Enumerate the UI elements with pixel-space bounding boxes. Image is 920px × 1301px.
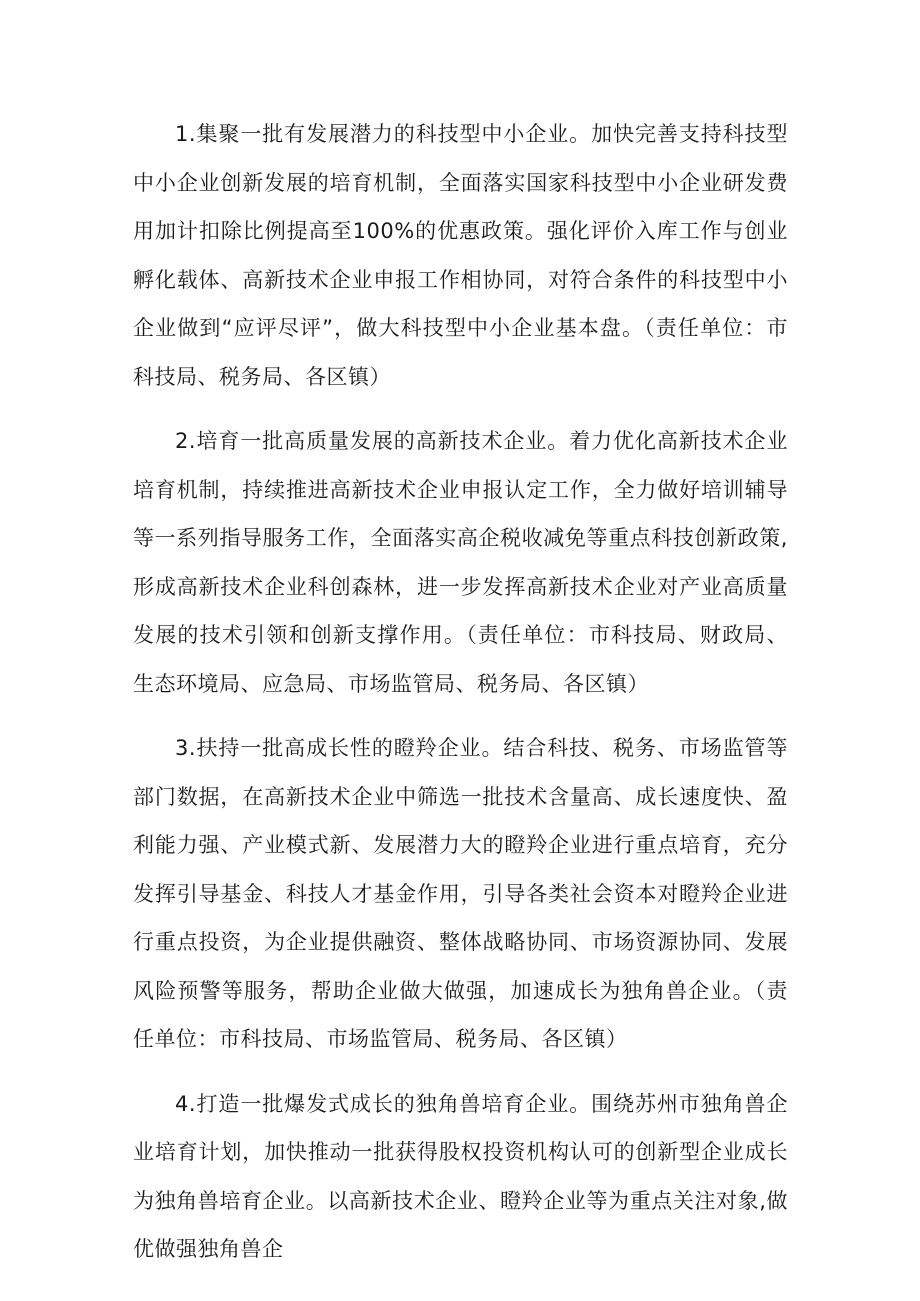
paragraph-4-text: .打造一批爆发式成长的独角兽培育企业。围绕苏州市独角兽企业培育计划，加快推动一批获得股权投资机构认可的创新型企业成长为独角兽培育企业。以高新技术企业、瞪羚企业等为重点关注对象,做优做强独角兽企 <box>133 1091 788 1261</box>
document-body <box>133 110 788 1290</box>
paragraph-1-text: .集聚一批有发展潜力的科技型中小企业。加快完善支持科技型中小企业创新发展的培育机制，全面落实国家科技型中小企业研发费用加计扣除比例提高至100%的优惠政策。强化评价入库工作与创业孵化载体、高新技术企业申报工作相协同，对符合条件的科技型中小企业做到“应评尽评”，做大科技型中小企业基本盘。（责任单位：市科技局、税务局、各区镇） <box>133 122 788 389</box>
paragraph-2-text: .培育一批高质量发展的高新技术企业。着力优化高新技术企业培育机制，持续推进高新技术企业申报认定工作，全力做好培训辅导等一系列指导服务工作，全面落实高企税收减免等重点科技创新政策,形成高新技术企业科创森林，进一步发挥高新技术企业对产业高质量发展的技术引领和创新支撑作用。（责任单位：市科技局、财政局、生态环境局、应急局、市场监管局、税务局、各区镇） <box>133 429 788 696</box>
paragraph-3-text: .扶持一批高成长性的瞪羚企业。结合科技、税务、市场监管等部门数据，在高新技术企业中筛选一批技术含量高、成长速度快、盈利能力强、产业模式新、发展潜力大的瞪羚企业进行重点培育，充分发挥引导基金、科技人才基金作用，引导各类社会资本对瞪羚企业进行重点投资，为企业提供融资、整体战略协同、市场资源协同、发展风险预警等服务，帮助企业做大做强，加速成长为独角兽企业。（责任单位：市科技局、市场监管局、税务局、各区镇） <box>133 736 788 1051</box>
paragraph-4 <box>133 1080 788 1274</box>
paragraph-2-number: 2 <box>175 429 189 453</box>
paragraph-4-number: 4 <box>175 1091 189 1116</box>
paragraph-2 <box>133 417 788 708</box>
paragraph-1-number: 1 <box>175 122 189 146</box>
paragraph-3 <box>133 724 788 1064</box>
paragraph-3-number: 3 <box>175 736 189 760</box>
paragraph-1 <box>133 110 788 401</box>
